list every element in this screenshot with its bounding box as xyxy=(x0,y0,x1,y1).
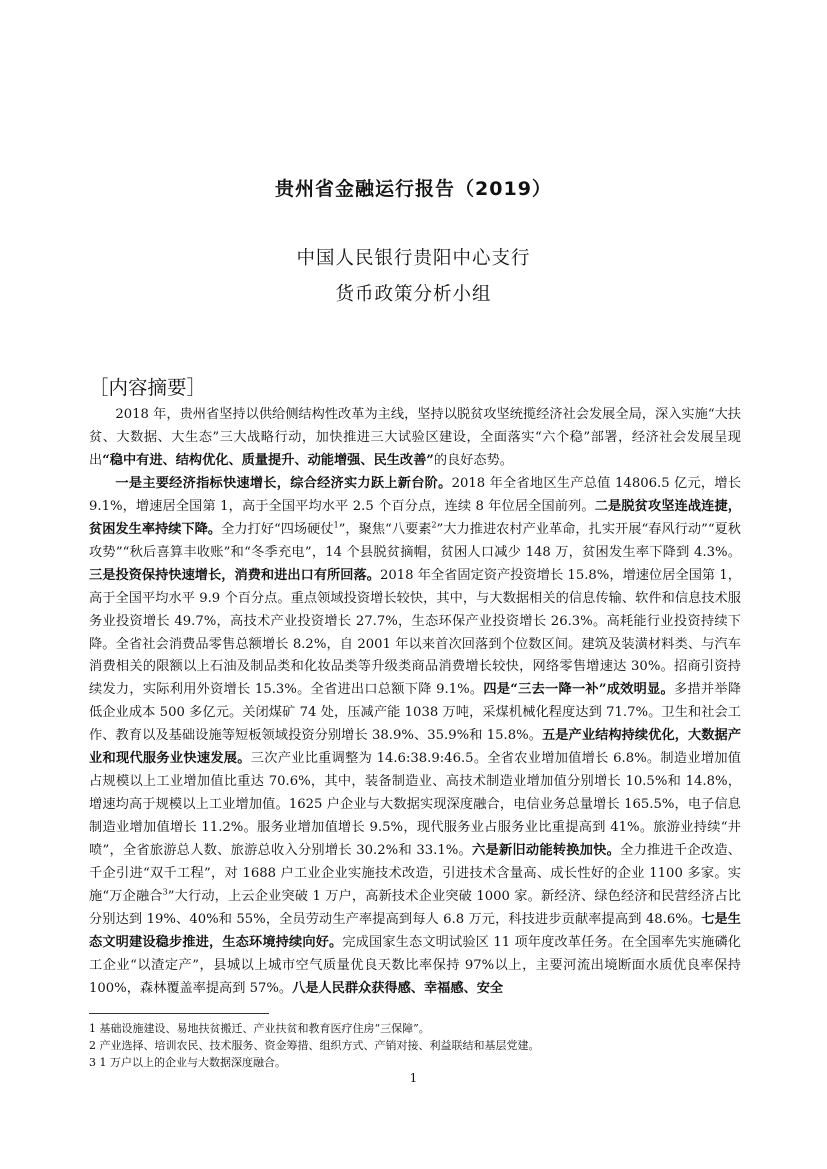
page-number: 1 xyxy=(409,1071,418,1085)
footnote-ref-2: 2 xyxy=(431,520,437,530)
author-line-1: 中国人民银行贵阳中心支行 xyxy=(296,248,531,269)
section-heading: ［内容摘要］ xyxy=(89,376,207,399)
point-3-heading: 三是投资保持快速增长，消费和进出口有所回落。 xyxy=(89,567,380,583)
summary-paragraph-1: 2018 年，贵州省坚持以供给侧结构性改革为主线，坚持以脱贫攻坚统揽经济社会发展全局，深入实施“大扶贫、大数据、大生态”三大战略行动，加快推进三大试验区建设，全面落实“六个稳”部署，经济社会发展呈现出“稳中有进、结构优化、质量提升、动能增强、民生改善”的良好态势。 xyxy=(89,407,741,468)
report-title: 贵州省金融运行报告（2019） xyxy=(275,178,552,200)
point-5-heading: 五是产业结构持续优化，大数据产业和现代服务业快速发展。 xyxy=(89,728,742,767)
footnote-2: 2 产业选择、培训农民、技术服务、资金筹措、组织方式、产销对接、利益联结和基层党建。 xyxy=(89,1039,540,1052)
summary-body xyxy=(89,404,741,1001)
point-4-heading: 四是“三去一降一补”成效明显。 xyxy=(483,682,674,698)
footnote-ref-1: 1 xyxy=(333,520,339,530)
point-7-heading: 七是生态文明建设稳步推进，生态环境持续向好。 xyxy=(89,911,741,950)
author-line-2: 货币政策分析小组 xyxy=(335,284,492,305)
point-1-heading: 一是主要经济指标快速增长，综合经济实力跃上新台阶。 xyxy=(115,475,452,491)
footnote-ref-3: 3 xyxy=(162,887,168,897)
summary-paragraph-2: 一是主要经济指标快速增长，综合经济实力跃上新台阶。2018 年全省地区生产总值 14806.5 亿元，增长 9.1%，增速居全国第 1，高于全国平均水平 2.5 个百分点，连续 8 年位居全国前列。二是脱贫攻坚连战连捷，贫困发生率持续下降。全力打好“四场硬仗$^1$”，聚焦“八要素$^2$”大力推进农村产业革命，扎实开展“春风行动”“夏秋攻势”“秋后喜算丰收账”和“冬季充电”，14 个县脱贫摘帽，贫困人口减少 148 万，贫困发生率下降到 4.3%。三是投资保持快速增长，消费和进出口有所回落。2018 年全省固定资产投资增长 15.8%，增速位居全国第 1，高于全国平均水平 9.9 个百分点。重点领域投资增长较快，其中，与大数据相关的信息传输、软件和信息技术服务业投资增长 49.7%，高技术产业投资增长 27.7%，生态环保产业投资增长 26.3%。高耗能行业投资持续下降。全省社会消费品零售总额增长 8.2%，自 2001 年以来首次回落到个位数区间。建筑及装潢材料类、与汽车消费相关的限额以上石油及制品类和化妆品类等升级类商品消费增长较快，网络零售增速达 30%。招商引资持续发力，实际利用外资增长 15.3%。全省进出口总额下降 9.1%。四是“三去一降一补”成效明显。多措并举降低企业成本 500 多亿元。关闭煤矿 74 处，压减产能 1038 万吨，采煤机械化程度达到 71.7%。卫生和社会工作、教育以及基础设施等短板领域投资分别增长 38.9%、35.9%和 15.8%。五是产业结构持续优化，大数据产业和现代服务业快速发展。三次产业比重调整为 14.6:38.9:46.5。全省农业增加值增长 6.8%。制造业增加值占规模以上工业增加值比重达 70.6%，其中，装备制造业、高技术制造业增加值分别增长 10.5%和 14.8%，增速均高于规模以上工业增加值。1625 户企业与大数据实现深度融合，电信业务总量增长 165.5%，电子信息制造业增加值增长 11.2%。服务业增加值增长 9.5%，现代服务业占服务业比重提高到 41%。旅游业持续“井喷”，全省旅游总人数、旅游总收入分别增长 30.2%和 33.1%。六是新旧动能转换加快。全力推进千企改造、千企引进“双千工程”，对 1688 户工业企业实施技术改造，引进技术含量高、成长性好的企业 1100 多家。实施“万企融合$^3$”大行动，上云企业突破 1 万户，高新技术企业突破 1000 家。新经济、绿色经济和民营经济占比分别达到 19%、40%和 55%，全员劳动生产率提高到每人 6.8 万元，科技进步贡献率提高到 48.6%。七是生态文明建设稳步推进，生态环境持续向好。完成国家生态文明试验区 11 项年度改革任务。在全国率先实施磷化工企业“以渣定产”，县城以上城市空气质量优良天数比率保持 97%以上，主要河流出境断面水质优良率保持 100%，森林覆盖率提高到 57%。八是人民群众获得感、幸福感、安全 xyxy=(89,475,742,996)
footnotes xyxy=(89,1020,741,1071)
point-8-heading: 八是人民群众获得感、幸福感、安全 xyxy=(292,980,504,996)
point-6-heading: 六是新旧动能转换加快。 xyxy=(472,843,621,859)
footnote-divider xyxy=(89,1013,269,1014)
footnote-3: 3 1 万户以上的企业与大数据深度融合。 xyxy=(89,1056,286,1069)
footnote-1: 1 基础设施建设、易地扶贫搬迁、产业扶贫和教育医疗住房“三保障”。 xyxy=(89,1022,430,1035)
point-2-heading: 二是脱贫攻坚连战连捷，贫困发生率持续下降。 xyxy=(89,498,741,537)
